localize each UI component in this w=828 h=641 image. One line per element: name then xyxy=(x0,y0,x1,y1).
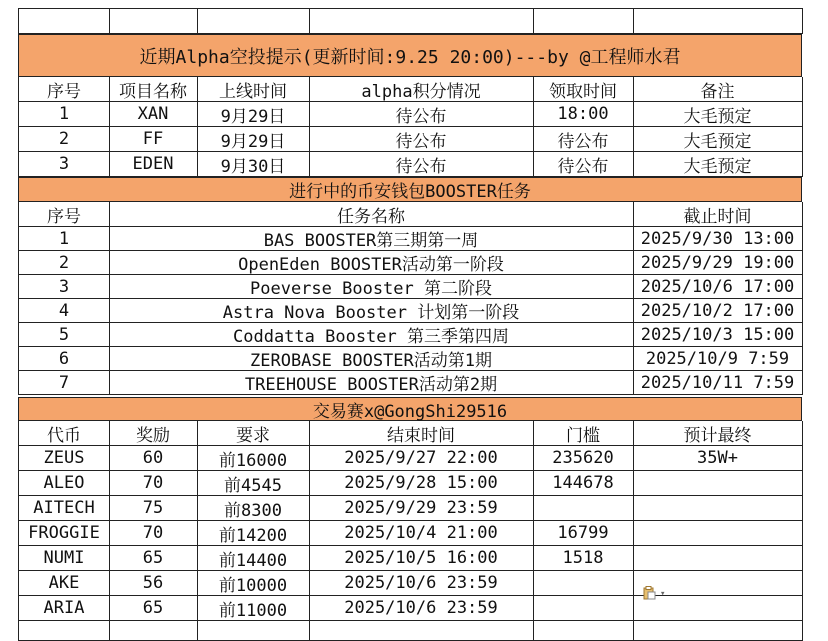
section3-banner xyxy=(0,397,828,421)
section1-banner xyxy=(0,34,828,77)
table-row xyxy=(0,102,828,127)
table-cell[interactable]: 65 xyxy=(109,596,198,621)
table-cell[interactable]: 18:00 xyxy=(533,102,634,127)
column-header[interactable]: 截止时间 xyxy=(633,202,803,227)
empty-cell[interactable] xyxy=(533,8,634,34)
column-header[interactable]: 代币 xyxy=(18,421,110,446)
table-row xyxy=(0,596,828,621)
table-cell[interactable] xyxy=(533,571,634,596)
table-cell[interactable] xyxy=(633,521,803,546)
table-cell[interactable]: 2025/10/2 17:00 xyxy=(633,299,803,323)
section1-header-row xyxy=(0,77,828,102)
table-cell[interactable]: 2025/10/3 15:00 xyxy=(633,323,803,347)
table-cell[interactable]: 35W+ xyxy=(633,446,803,471)
table-cell[interactable]: 1 xyxy=(18,227,110,251)
table-cell[interactable]: 2025/10/5 16:00 xyxy=(309,546,534,571)
table-row-partial xyxy=(0,621,828,641)
table-cell[interactable]: AKE xyxy=(18,571,110,596)
section2-banner-title[interactable]: 进行中的币安钱包BOOSTER任务 xyxy=(18,177,802,202)
column-header[interactable]: 项目名称 xyxy=(109,77,198,102)
table-cell[interactable]: 2025/9/27 22:00 xyxy=(309,446,534,471)
empty-cell[interactable] xyxy=(533,621,634,641)
table-row xyxy=(0,227,828,251)
table-row xyxy=(0,496,828,521)
paste-options-button[interactable] xyxy=(642,586,672,602)
table-cell[interactable]: 2025/10/9 7:59 xyxy=(633,347,803,371)
table-cell[interactable]: 2025/9/29 19:00 xyxy=(633,251,803,275)
column-header[interactable]: 奖励 xyxy=(109,421,198,446)
table-cell[interactable]: 60 xyxy=(109,446,198,471)
table-row xyxy=(0,251,828,275)
empty-cell[interactable] xyxy=(309,8,534,34)
table-cell[interactable]: Poeverse Booster 第二阶段 xyxy=(109,275,634,299)
table-cell[interactable]: EDEN xyxy=(109,152,198,177)
table-cell[interactable]: 2025/9/29 23:59 xyxy=(309,496,534,521)
table-cell[interactable]: 2025/9/28 15:00 xyxy=(309,471,534,496)
table-row xyxy=(0,471,828,496)
table-cell[interactable]: XAN xyxy=(109,102,198,127)
table-cell[interactable]: 9月29日 xyxy=(197,127,310,152)
table-cell[interactable]: 2025/10/6 23:59 xyxy=(309,596,534,621)
column-header[interactable]: 领取时间 xyxy=(533,77,634,102)
section2-banner xyxy=(0,177,828,202)
table-cell[interactable]: 70 xyxy=(109,471,198,496)
table-cell[interactable]: 大毛预定 xyxy=(633,152,803,177)
table-cell[interactable]: 4 xyxy=(18,299,110,323)
empty-cell[interactable] xyxy=(197,621,310,641)
table-cell[interactable]: 2 xyxy=(18,251,110,275)
table-cell[interactable]: 6 xyxy=(18,347,110,371)
table-cell[interactable]: 70 xyxy=(109,521,198,546)
table-cell[interactable] xyxy=(633,496,803,521)
column-header[interactable]: alpha积分情况 xyxy=(309,77,534,102)
table-row xyxy=(0,347,828,371)
table-cell[interactable]: 3 xyxy=(18,275,110,299)
empty-cell[interactable] xyxy=(18,8,110,34)
table-cell[interactable]: 75 xyxy=(109,496,198,521)
table-cell[interactable]: 144678 xyxy=(533,471,634,496)
table-row xyxy=(0,275,828,299)
table-cell[interactable]: 9月29日 xyxy=(197,102,310,127)
clipboard-icon xyxy=(642,586,656,603)
table-cell[interactable]: 1518 xyxy=(533,546,634,571)
table-row xyxy=(0,152,828,177)
table-cell[interactable]: 2025/9/30 13:00 xyxy=(633,227,803,251)
table-cell[interactable]: 大毛预定 xyxy=(633,127,803,152)
table-cell[interactable]: 2 xyxy=(18,127,110,152)
table-cell[interactable]: 待公布 xyxy=(533,152,634,177)
table-row xyxy=(0,571,828,596)
table-cell[interactable] xyxy=(633,471,803,496)
table-cell[interactable]: ZEROBASE BOOSTER活动第1期 xyxy=(109,347,634,371)
empty-cell[interactable] xyxy=(109,621,198,641)
table-cell[interactable]: 前8300 xyxy=(197,496,310,521)
section1-banner-title[interactable]: 近期Alpha空投提示(更新时间:9.25 20:00)---by @工程师水君 xyxy=(18,34,802,77)
table-cell[interactable]: BAS BOOSTER第三期第一周 xyxy=(109,227,634,251)
table-cell[interactable]: ARIA xyxy=(18,596,110,621)
empty-cell[interactable] xyxy=(109,8,198,34)
table-cell[interactable]: 2025/10/11 7:59 xyxy=(633,371,803,395)
table-cell[interactable]: 前16000 xyxy=(197,446,310,471)
column-header[interactable]: 要求 xyxy=(197,421,310,446)
empty-top-row xyxy=(0,8,828,34)
table-row xyxy=(0,521,828,546)
table-cell[interactable]: 待公布 xyxy=(533,127,634,152)
table-cell[interactable] xyxy=(633,546,803,571)
column-header[interactable]: 备注 xyxy=(633,77,803,102)
table-cell[interactable]: 56 xyxy=(109,571,198,596)
section2-header-row xyxy=(0,202,828,227)
table-cell[interactable]: 2025/10/6 17:00 xyxy=(633,275,803,299)
table-cell[interactable]: 待公布 xyxy=(309,127,534,152)
table-row xyxy=(0,127,828,152)
table-cell[interactable]: 9月30日 xyxy=(197,152,310,177)
table-cell[interactable]: AITECH xyxy=(18,496,110,521)
table-cell[interactable]: 前10000 xyxy=(197,571,310,596)
table-cell[interactable]: OpenEden BOOSTER活动第一阶段 xyxy=(109,251,634,275)
table-cell[interactable]: 65 xyxy=(109,546,198,571)
empty-cell[interactable] xyxy=(309,621,534,641)
empty-cell[interactable] xyxy=(633,8,803,34)
table-cell[interactable]: 16799 xyxy=(533,521,634,546)
table-cell[interactable]: 2025/10/6 23:59 xyxy=(309,571,534,596)
table-row xyxy=(0,446,828,471)
column-header[interactable]: 任务名称 xyxy=(109,202,634,227)
table-cell[interactable]: ZEUS xyxy=(18,446,110,471)
column-header[interactable]: 序号 xyxy=(18,77,110,102)
table-row xyxy=(0,299,828,323)
table-cell[interactable]: ALEO xyxy=(18,471,110,496)
table-cell[interactable]: Coddatta Booster 第三季第四周 xyxy=(109,323,634,347)
column-header[interactable]: 结束时间 xyxy=(309,421,534,446)
section3-header-row xyxy=(0,421,828,446)
table-cell[interactable]: 235620 xyxy=(533,446,634,471)
empty-cell[interactable] xyxy=(18,621,110,641)
table-cell[interactable]: 2025/10/4 21:00 xyxy=(309,521,534,546)
table-cell[interactable]: 7 xyxy=(18,371,110,395)
column-header[interactable]: 门槛 xyxy=(533,421,634,446)
table-cell[interactable]: 5 xyxy=(18,323,110,347)
table-row xyxy=(0,546,828,571)
table-cell[interactable]: 前4545 xyxy=(197,471,310,496)
chevron-down-icon: ▾ xyxy=(660,589,666,599)
table-row xyxy=(0,371,828,395)
table-cell[interactable] xyxy=(533,596,634,621)
column-header[interactable]: 序号 xyxy=(18,202,110,227)
table-cell[interactable]: 大毛预定 xyxy=(633,102,803,127)
table-cell[interactable]: 3 xyxy=(18,152,110,177)
column-header[interactable]: 预计最终 xyxy=(633,421,803,446)
table-cell[interactable]: 待公布 xyxy=(309,152,534,177)
table-cell[interactable]: 待公布 xyxy=(309,102,534,127)
table-cell[interactable]: 1 xyxy=(18,102,110,127)
empty-cell[interactable] xyxy=(633,621,803,641)
table-cell[interactable]: 前14400 xyxy=(197,546,310,571)
table-cell[interactable] xyxy=(533,496,634,521)
table-cell[interactable]: Astra Nova Booster 计划第一阶段 xyxy=(109,299,634,323)
table-cell[interactable]: FROGGIE xyxy=(18,521,110,546)
table-cell[interactable]: 前11000 xyxy=(197,596,310,621)
section3-banner-title[interactable]: 交易赛x@GongShi29516 xyxy=(18,397,802,421)
empty-cell[interactable] xyxy=(197,8,310,34)
table-cell[interactable]: NUMI xyxy=(18,546,110,571)
table-cell[interactable]: TREEHOUSE BOOSTER活动第2期 xyxy=(109,371,634,395)
table-row xyxy=(0,323,828,347)
table-cell[interactable]: 前14200 xyxy=(197,521,310,546)
column-header[interactable]: 上线时间 xyxy=(197,77,310,102)
table-cell[interactable]: FF xyxy=(109,127,198,152)
